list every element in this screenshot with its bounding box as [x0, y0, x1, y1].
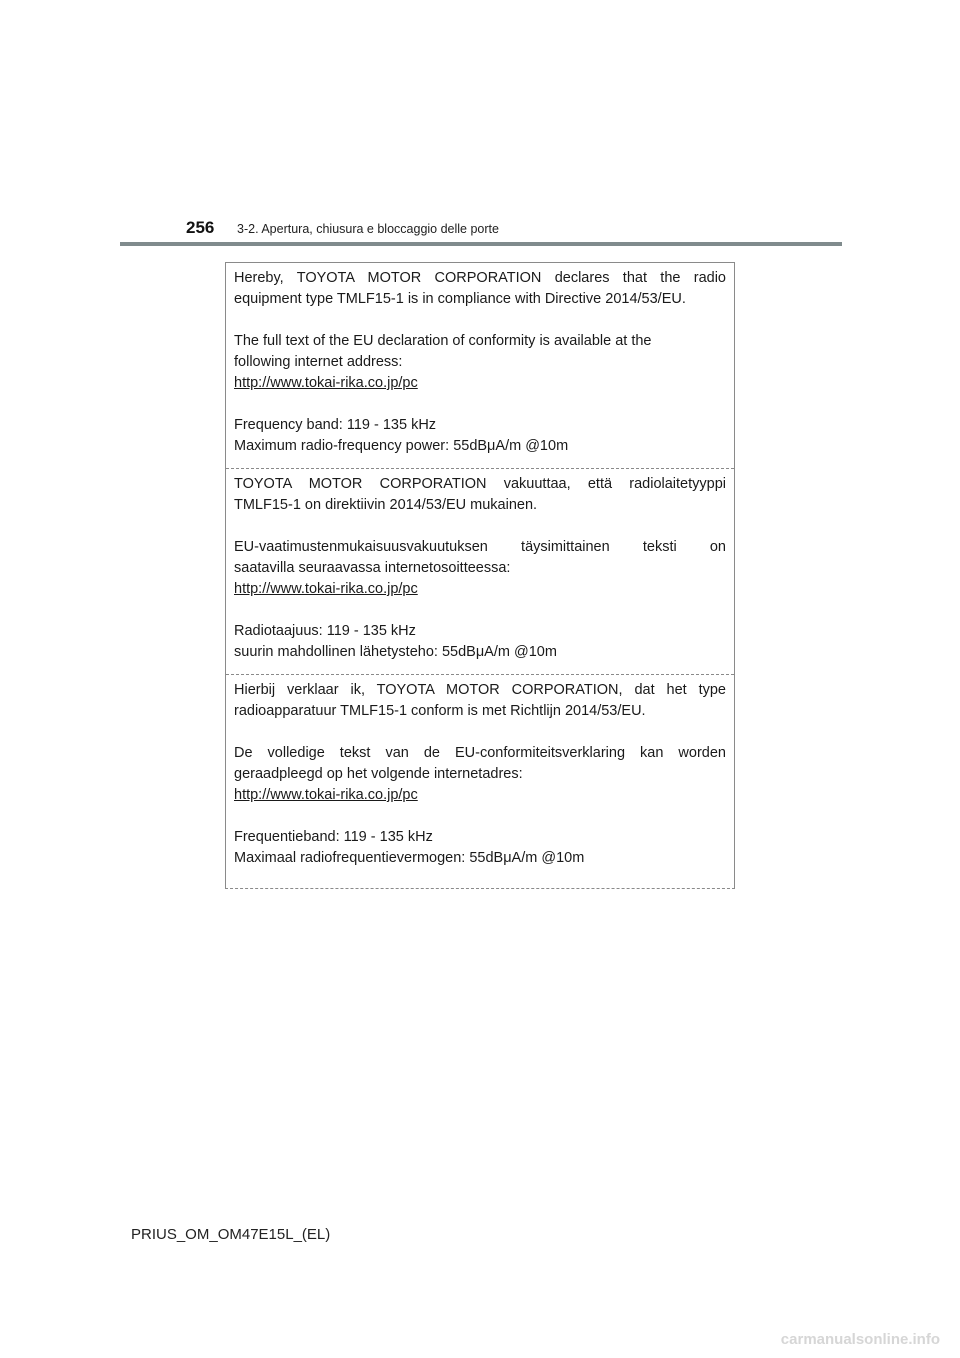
statement-line: radioapparatuur TMLF15-1 conform is met Richtlijn 2014/53/EU. [234, 703, 646, 719]
declaration-finnish [226, 468, 734, 674]
declaration-box [225, 262, 735, 889]
page-number: 256 [186, 218, 215, 237]
availability-line: geraadpleegd op het volgende internetadres: [234, 766, 523, 782]
manual-code: PRIUS_OM_OM47E15L_(EL) [131, 1226, 331, 1243]
frequency-band: Frequency band: 119 - 135 kHz [234, 417, 437, 433]
statement-line: TOYOTA MOTOR CORPORATION vakuuttaa, että radiolaitetyyppi [234, 476, 726, 492]
availability-line: De volledige tekst van de EU-conformiteitsverklaring kan worden [234, 745, 726, 761]
header-divider [120, 242, 842, 246]
statement-line: TMLF15-1 on direktiivin 2014/53/EU mukainen. [234, 497, 538, 513]
radio-specs [234, 827, 726, 869]
max-power: Maximum radio-frequency power: 55dBμA/m @10m [234, 438, 569, 454]
declaration-availability [234, 743, 726, 806]
availability-line: following internet address: [234, 354, 403, 370]
section-title: 3-2. Apertura, chiusura e bloccaggio delle porte [237, 222, 499, 236]
declaration-link[interactable]: http://www.tokai-rika.co.jp/pc [234, 581, 418, 597]
conformity-statement [234, 680, 726, 722]
conformity-statement [234, 474, 726, 516]
radio-specs [234, 621, 726, 663]
max-power: Maximaal radiofrequentievermogen: 55dBμA/m @10m [234, 850, 585, 866]
declaration-link[interactable]: http://www.tokai-rika.co.jp/pc [234, 787, 418, 803]
availability-line: The full text of the EU declaration of conformity is available at the [234, 333, 652, 349]
frequency-band: Radiotaajuus: 119 - 135 kHz [234, 623, 416, 639]
declaration-availability [234, 331, 726, 394]
statement-line: Hereby, TOYOTA MOTOR CORPORATION declares that the radio [234, 270, 726, 286]
availability-line: saatavilla seuraavassa internetosoitteessa: [234, 560, 511, 576]
declaration-dutch [226, 674, 734, 888]
conformity-statement [234, 268, 726, 310]
frequency-band: Frequentieband: 119 - 135 kHz [234, 829, 433, 845]
declaration-english [226, 263, 734, 468]
statement-line: equipment type TMLF15-1 is in compliance with Directive 2014/53/EU. [234, 291, 686, 307]
radio-specs [234, 415, 726, 457]
declaration-availability [234, 537, 726, 600]
availability-line: EU-vaatimustenmukaisuusvakuutuksen täysimittainen teksti on [234, 539, 726, 555]
statement-line: Hierbij verklaar ik, TOYOTA MOTOR CORPORATION, dat het type [234, 682, 726, 698]
watermark: carmanualsonline.info [780, 1331, 940, 1348]
declaration-link[interactable]: http://www.tokai-rika.co.jp/pc [234, 375, 418, 391]
max-power: suurin mahdollinen lähetysteho: 55dBμA/m @10m [234, 644, 557, 660]
